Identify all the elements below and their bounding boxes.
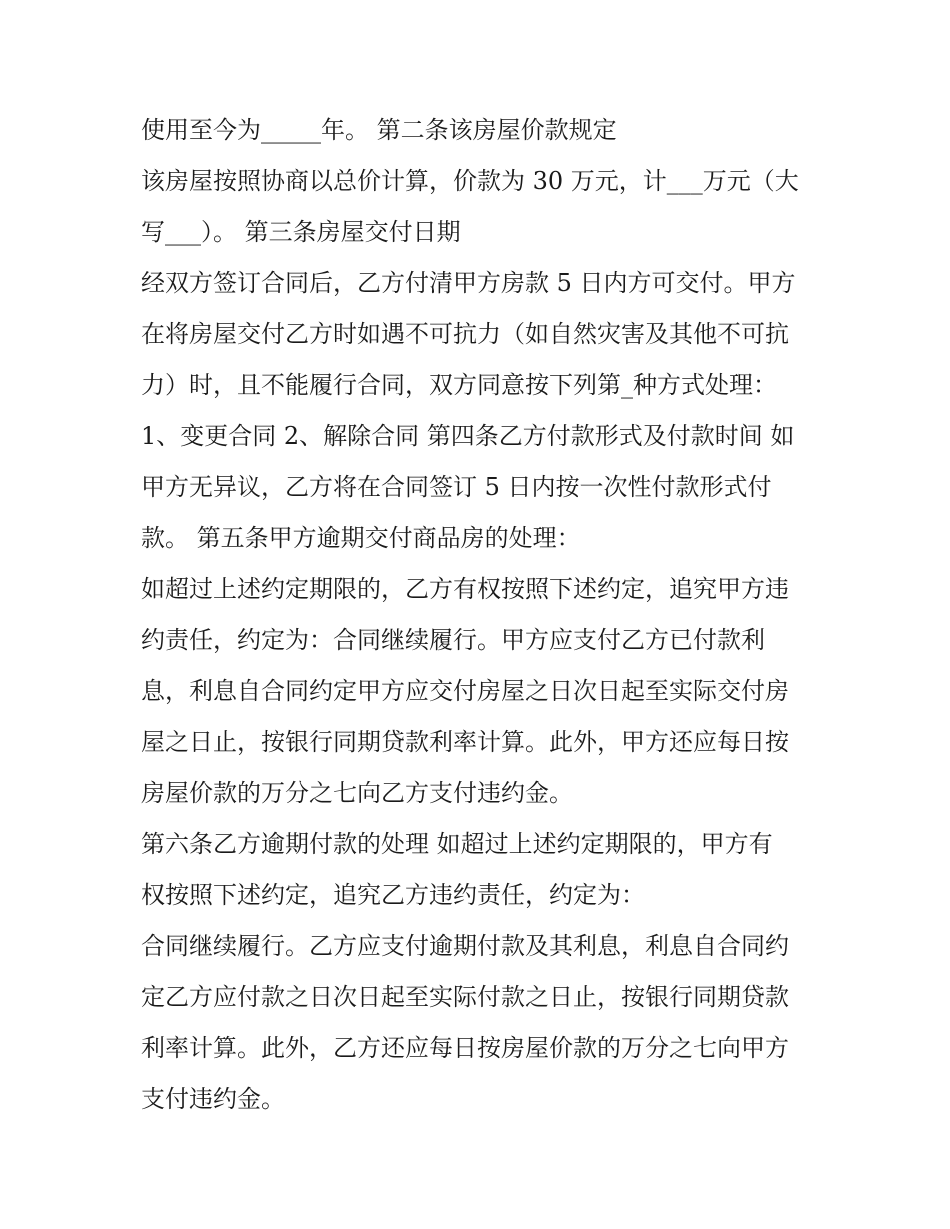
text-line-14: 房屋价款的万分之七向乙方支付违约金。 (141, 779, 573, 807)
text-line-5: 在将房屋交付乙方时如遇不可抗力（如自然灾害及其他不可抗 (141, 320, 789, 348)
text-line-18: 定乙方应付款之日次日起至实际付款之日止，按银行同期贷款 (141, 983, 789, 1011)
text-line-12: 息，利息自合同约定甲方应交付房屋之日次日起至实际交付房 (141, 677, 789, 705)
text-line-6: 力）时，且不能履行合同，双方同意按下列第_种方式处理： (141, 371, 777, 399)
text-line-16: 权按照下述约定，追究乙方违约责任，约定为： (141, 881, 645, 909)
text-line-11: 约责任，约定为：合同继续履行。甲方应支付乙方已付款利 (141, 626, 765, 654)
text-line-13: 屋之日止，按银行同期贷款利率计算。此外，甲方还应每日按 (141, 728, 789, 756)
text-line-20: 支付违约金。 (141, 1085, 285, 1113)
text-line-2: 该房屋按照协商以总价计算，价款为 30 万元，计___万元（大 (141, 167, 799, 195)
text-line-8: 甲方无异议，乙方将在合同签订 5 日内按一次性付款形式付 (141, 473, 772, 501)
text-line-1: 使用至今为_____年。 第二条该房屋价款规定 (141, 116, 617, 144)
text-line-4: 经双方签订合同后，乙方付清甲方房款 5 日内方可交付。甲方 (141, 269, 796, 297)
text-line-17: 合同继续履行。乙方应支付逾期付款及其利息，利息自合同约 (141, 932, 789, 960)
text-line-19: 利率计算。此外，乙方还应每日按房屋价款的万分之七向甲方 (141, 1034, 789, 1062)
text-line-9: 款。 第五条甲方逾期交付商品房的处理： (141, 524, 581, 552)
text-line-10: 如超过上述约定期限的，乙方有权按照下述约定，追究甲方违 (141, 575, 789, 603)
text-line-7: 1、变更合同 2、解除合同 第四条乙方付款形式及付款时间 如 (141, 422, 795, 450)
text-line-3: 写___）。 第三条房屋交付日期 (141, 218, 461, 246)
text-line-15: 第六条乙方逾期付款的处理 如超过上述约定期限的，甲方有 (141, 830, 773, 858)
document-body (141, 105, 821, 1125)
